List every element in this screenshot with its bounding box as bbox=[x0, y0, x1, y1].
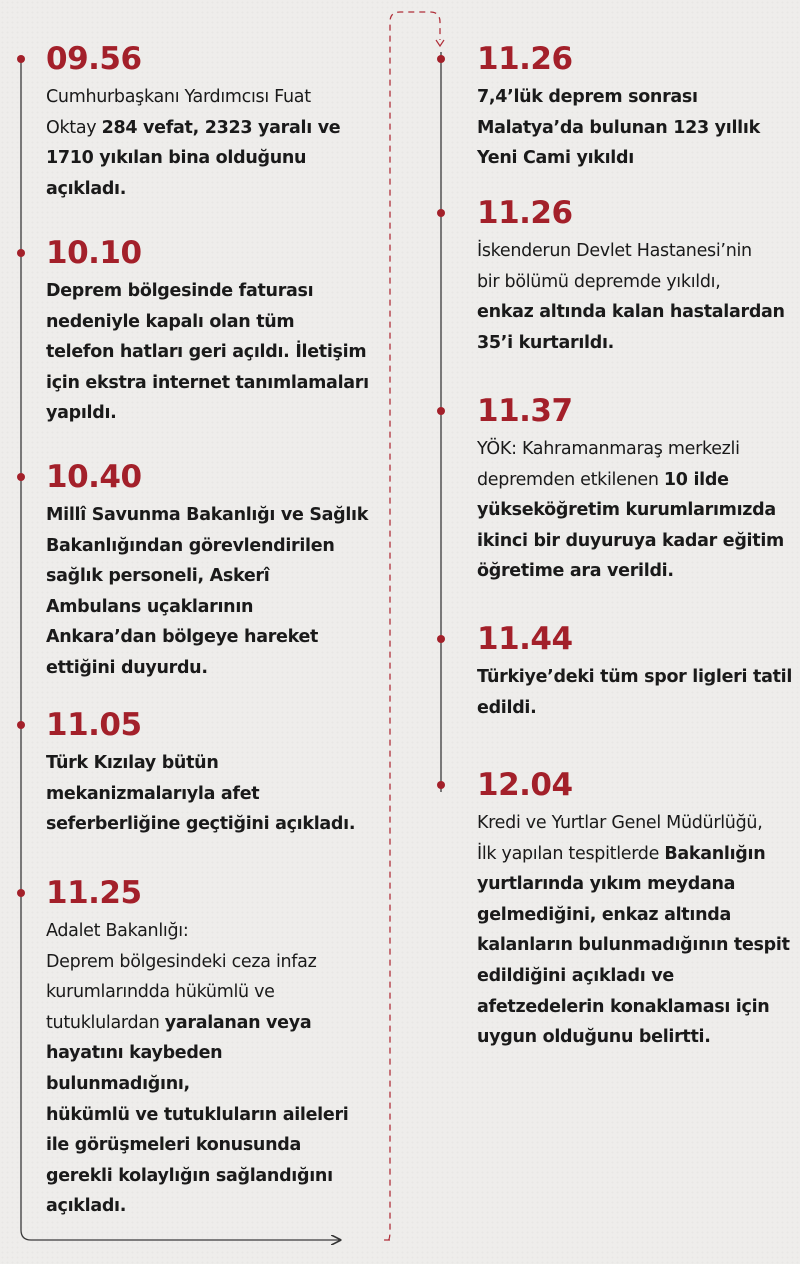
bold-text: sağlık personeli, Askerî bbox=[46, 566, 270, 587]
entry-text-line bbox=[46, 622, 376, 653]
bold-text: telefon hatları geri açıldı. İletişim bbox=[46, 342, 367, 363]
regular-text: bir bölümü depremde yıkıldı, bbox=[477, 271, 721, 292]
regular-text: Kredi ve Yurtlar Genel Müdürlüğü, bbox=[477, 813, 763, 833]
bold-text: Ankara’dan bölgeye hareket bbox=[46, 627, 319, 648]
timeline-dot bbox=[437, 635, 445, 643]
entry-text-line bbox=[477, 961, 795, 992]
entry-text-line bbox=[477, 839, 795, 870]
regular-text: Adalet Bakanlığı: bbox=[46, 921, 189, 941]
regular-text: Oktay bbox=[46, 117, 102, 138]
right-timeline-entry bbox=[477, 766, 795, 1053]
entry-text-line bbox=[477, 495, 795, 526]
timeline-dot bbox=[17, 473, 25, 481]
bold-text: edildi. bbox=[477, 697, 537, 718]
entry-text-line bbox=[477, 556, 795, 587]
entry-text-line bbox=[46, 1038, 376, 1069]
entry-text-line bbox=[477, 992, 795, 1023]
entry-time: 11.37 bbox=[477, 393, 573, 429]
entry-text-line bbox=[46, 1130, 376, 1161]
entry-text-line bbox=[46, 947, 376, 978]
entry-text-line bbox=[46, 748, 376, 779]
bold-text: enkaz altında kalan hastalardan bbox=[477, 302, 785, 323]
regular-text: depremden etkilenen bbox=[477, 469, 664, 490]
timeline-dot bbox=[437, 781, 445, 789]
entry-text-line bbox=[477, 113, 795, 144]
bold-text: yükseköğretim kurumlarımızda bbox=[477, 500, 776, 521]
bold-text: yaralanan veya bbox=[164, 1012, 312, 1033]
regular-text: tutuklulardan bbox=[46, 1012, 165, 1033]
bold-text: hayatını kaybeden bbox=[46, 1043, 223, 1064]
entry-text-line bbox=[46, 1008, 376, 1039]
bold-text: yurtlarında yıkım meydana bbox=[477, 874, 736, 895]
bold-text: Deprem bölgesinde faturası bbox=[46, 281, 314, 301]
entry-text-line bbox=[46, 653, 376, 684]
timeline-dot bbox=[437, 55, 445, 63]
bold-text: Bakanlığından görevlendirilen bbox=[46, 535, 335, 556]
entry-text-line bbox=[477, 82, 795, 113]
regular-text: YÖK: Kahramanmaraş merkezli bbox=[477, 439, 740, 459]
bold-text: nedeniyle kapalı olan tüm bbox=[46, 311, 295, 332]
bold-text: seferberliğine geçtiğini açıkladı. bbox=[46, 814, 356, 835]
entry-text-line bbox=[46, 1161, 376, 1192]
timeline-dot bbox=[17, 249, 25, 257]
entry-text-line bbox=[477, 434, 795, 465]
entry-text-line bbox=[46, 174, 376, 205]
entry-text-line bbox=[46, 1100, 376, 1131]
bold-text: 7,4’lük deprem sonrası bbox=[477, 87, 698, 107]
entry-text-line bbox=[46, 398, 376, 429]
entry-text-line bbox=[46, 977, 376, 1008]
bold-text: hükümlü ve tutukluların aileleri bbox=[46, 1104, 349, 1125]
bold-text: ile görüşmeleri konusunda bbox=[46, 1135, 301, 1156]
entry-text-line bbox=[477, 662, 795, 693]
entry-text-line bbox=[477, 143, 795, 174]
entry-text-line bbox=[46, 592, 376, 623]
bold-text: açıkladı. bbox=[46, 178, 127, 199]
entry-time: 10.40 bbox=[46, 459, 142, 495]
entry-text-line bbox=[46, 779, 376, 810]
bold-text: gerekli kolaylığın sağlandığını bbox=[46, 1165, 333, 1186]
bold-text: ikinci bir duyuruya kadar eğitim bbox=[477, 530, 784, 551]
arrow-down-icon bbox=[436, 40, 444, 46]
regular-text: Deprem bölgesindeki ceza infaz bbox=[46, 951, 317, 972]
entry-time: 10.10 bbox=[46, 235, 142, 271]
timeline-dot bbox=[17, 889, 25, 897]
entry-text-line bbox=[477, 1022, 795, 1053]
bold-text: 10 ilde bbox=[663, 469, 729, 490]
right-timeline-entry bbox=[477, 392, 795, 587]
entry-text-line bbox=[477, 465, 795, 496]
regular-text: kurumlarındda hükümlü ve bbox=[46, 982, 275, 1003]
bold-text: Ambulans uçaklarının bbox=[46, 596, 254, 617]
bold-text: 1710 yıkılan bina olduğunu bbox=[46, 148, 307, 169]
left-timeline-entry bbox=[46, 234, 376, 429]
entry-text-line bbox=[46, 143, 376, 174]
bold-text: mekanizmalarıyla afet bbox=[46, 783, 260, 804]
bold-text: Malatya’da bulunan 123 yıllık bbox=[477, 117, 760, 138]
entry-text-line bbox=[46, 337, 376, 368]
bold-text: Türkiye’deki tüm spor ligleri tatil bbox=[477, 667, 793, 687]
entry-text-line bbox=[477, 236, 795, 267]
bold-text: edildiğini açıkladı ve bbox=[477, 965, 674, 986]
right-timeline-entry bbox=[477, 40, 795, 174]
left-timeline-entry bbox=[46, 874, 376, 1222]
bold-text: Yeni Cami yıkıldı bbox=[477, 148, 634, 169]
bold-text: ettiğini duyurdu. bbox=[46, 657, 208, 678]
bold-text: Millî Savunma Bakanlığı ve Sağlık bbox=[46, 505, 369, 525]
bold-text: Türk Kızılay bütün bbox=[46, 753, 219, 773]
entry-text-line bbox=[477, 328, 795, 359]
entry-text-line bbox=[477, 693, 795, 724]
entry-text-line bbox=[46, 82, 376, 113]
entry-text-line bbox=[46, 113, 376, 144]
entry-text-line bbox=[477, 297, 795, 328]
bold-text: açıkladı. bbox=[46, 1196, 127, 1217]
entry-text-line bbox=[46, 916, 376, 947]
left-timeline-entry bbox=[46, 706, 376, 840]
timeline-dot bbox=[437, 209, 445, 217]
bold-text: bulunmadığını, bbox=[46, 1073, 190, 1094]
dashed-connector-line bbox=[380, 12, 440, 1240]
entry-text-line bbox=[477, 869, 795, 900]
regular-text: İlk yapılan tespitlerde bbox=[477, 843, 665, 864]
bold-text: gelmediğini, enkaz altında bbox=[477, 904, 731, 925]
entry-text-line bbox=[46, 276, 376, 307]
bold-text: yapıldı. bbox=[46, 403, 117, 424]
entry-text-line bbox=[46, 809, 376, 840]
entry-text-line bbox=[477, 930, 795, 961]
entry-time: 11.26 bbox=[477, 41, 573, 77]
bold-text: kalanların bulunmadığının tespit bbox=[477, 935, 790, 956]
entry-time: 11.05 bbox=[46, 707, 142, 743]
entry-text-line bbox=[46, 561, 376, 592]
entry-time: 11.25 bbox=[46, 875, 142, 911]
bold-text: Bakanlığın bbox=[664, 843, 766, 864]
right-timeline-entry bbox=[477, 194, 795, 358]
entry-time: 09.56 bbox=[46, 41, 142, 77]
left-timeline-entry bbox=[46, 458, 376, 684]
timeline-dot bbox=[437, 407, 445, 415]
entry-text-line bbox=[477, 267, 795, 298]
bold-text: için ekstra internet tanımlamaları bbox=[46, 372, 369, 393]
bold-text: öğretime ara verildi. bbox=[477, 561, 674, 582]
entry-time: 12.04 bbox=[477, 767, 573, 803]
timeline-dot bbox=[17, 721, 25, 729]
entry-time: 11.44 bbox=[477, 621, 573, 657]
left-timeline-entry bbox=[46, 40, 376, 204]
bold-text: 35’i kurtarıldı. bbox=[477, 332, 614, 353]
entry-text-line bbox=[477, 900, 795, 931]
entry-text-line bbox=[477, 808, 795, 839]
entry-text-line bbox=[46, 1191, 376, 1222]
entry-text-line bbox=[46, 1069, 376, 1100]
entry-text-line bbox=[477, 526, 795, 557]
timeline-dot bbox=[17, 55, 25, 63]
bold-text: 284 vefat, 2323 yaralı ve bbox=[101, 117, 341, 138]
right-timeline-entry bbox=[477, 620, 795, 723]
entry-text-line bbox=[46, 368, 376, 399]
entry-text-line bbox=[46, 531, 376, 562]
entry-text-line bbox=[46, 307, 376, 338]
bold-text: uygun olduğunu belirtti. bbox=[477, 1027, 711, 1048]
entry-text-line bbox=[46, 500, 376, 531]
bold-text: afetzedelerin konaklaması için bbox=[477, 996, 770, 1017]
entry-time: 11.26 bbox=[477, 195, 573, 231]
regular-text: İskenderun Devlet Hastanesi’nin bbox=[477, 241, 752, 261]
regular-text: Cumhurbaşkanı Yardımcısı Fuat bbox=[46, 87, 311, 107]
